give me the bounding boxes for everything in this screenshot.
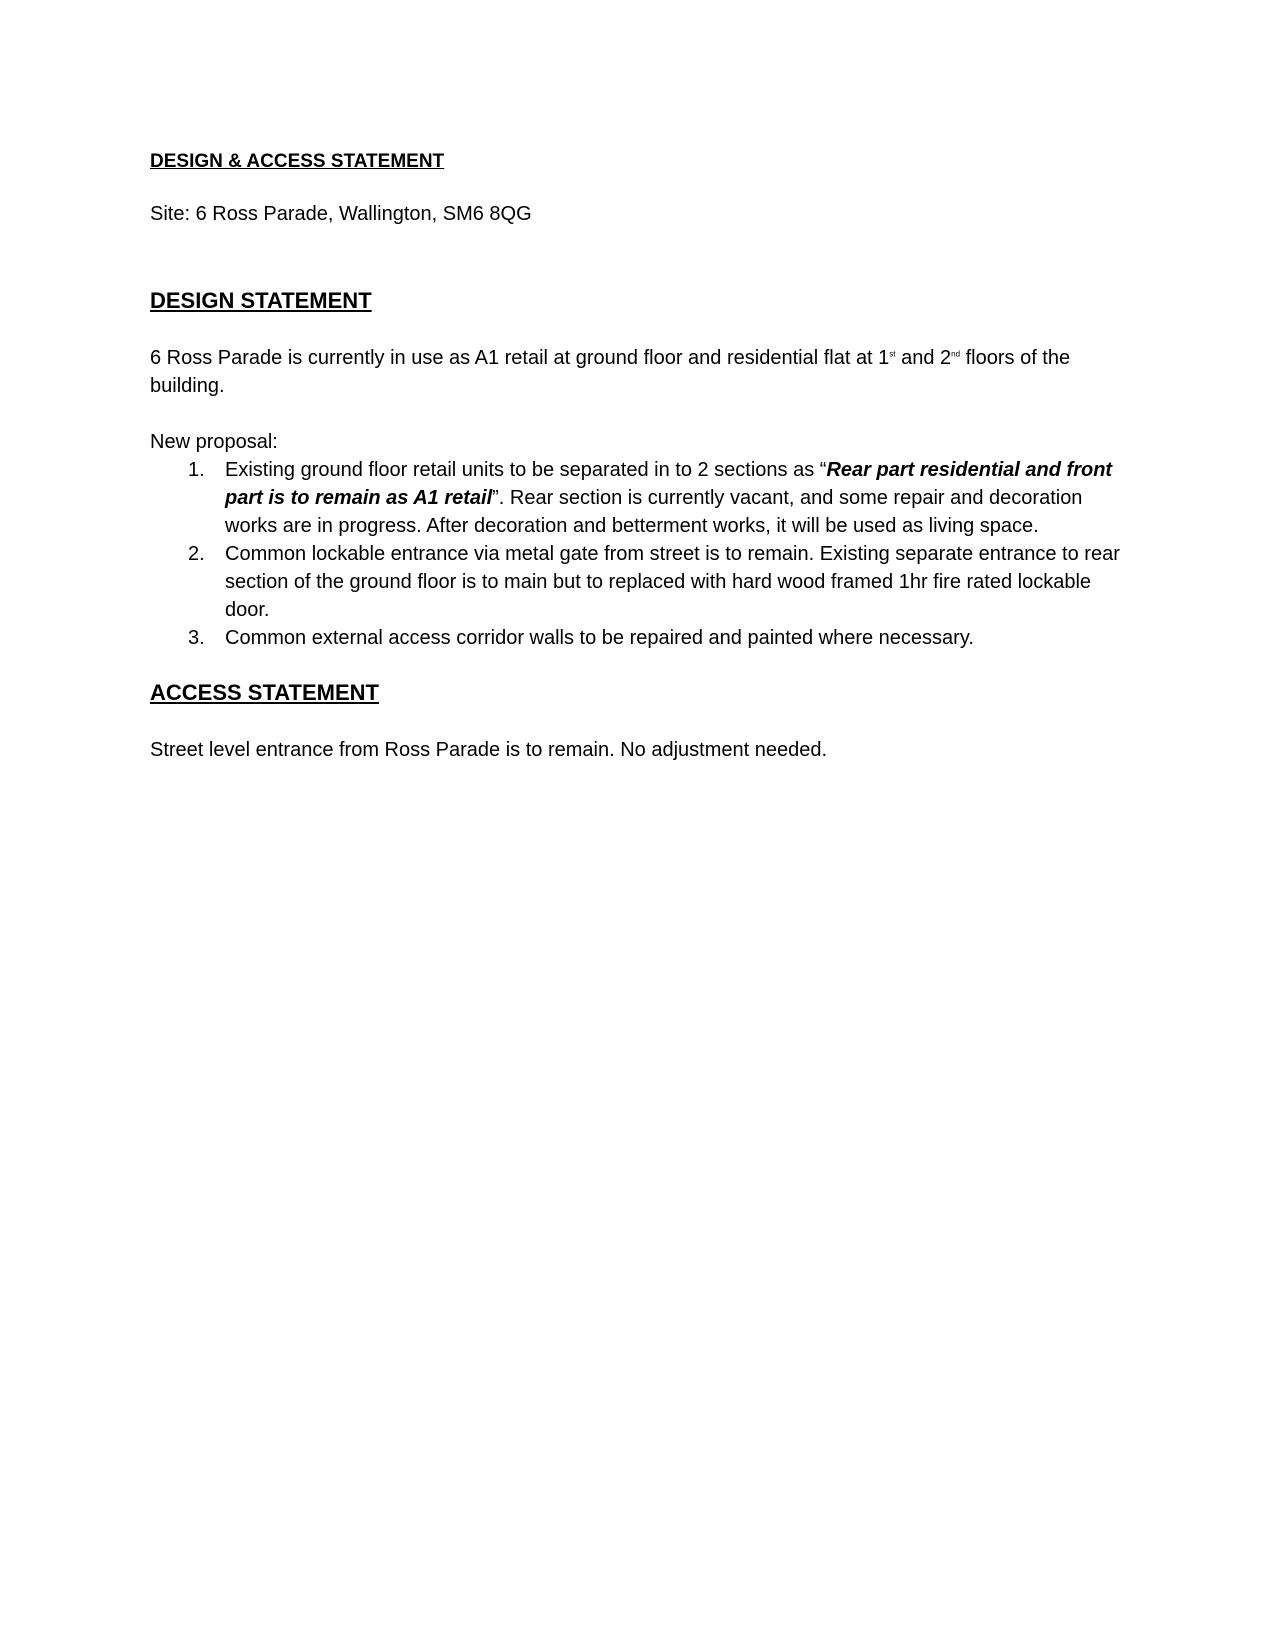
design-intro-paragraph <box>150 344 1130 400</box>
list-item-emphasis: Rear part residential and front part is to remain as A1 retail <box>225 459 1113 509</box>
access-statement-heading: ACCESS STATEMENT <box>150 680 379 705</box>
document-body <box>150 148 1130 764</box>
design-intro-text-2: and 2 <box>895 347 952 369</box>
list-item-text: Common external access corridor walls to be repaired and painted where necessary. <box>225 627 974 649</box>
list-item <box>150 540 1130 624</box>
list-item-text: ”. Rear section is currently vacant, and some repair and decoration works are in progress. After decoration and betterment works, it will be used as living space. <box>225 487 1083 537</box>
ordinal-nd: nd <box>951 349 961 359</box>
list-item-number: 1. <box>188 459 205 481</box>
site-address: Site: 6 Ross Parade, Wallington, SM6 8QG <box>150 203 532 225</box>
design-intro-text-3: floors of the building. <box>150 347 1071 397</box>
document-title: DESIGN & ACCESS STATEMENT <box>150 151 445 172</box>
list-item-number: 2. <box>188 543 205 565</box>
list-item-text: Existing ground floor retail units to be separated in to 2 sections as “ <box>225 459 827 481</box>
proposal-list <box>150 456 1130 652</box>
design-intro-text-1: 6 Ross Parade is currently in use as A1 retail at ground floor and residential flat at 1 <box>150 347 890 369</box>
new-proposal-label: New proposal: <box>150 431 278 453</box>
list-item <box>150 456 1130 540</box>
list-item-text: Common lockable entrance via metal gate from street is to remain. Existing separate entrance to rear section of the ground floor is to main but to replaced with hard wood framed 1hr fire rated lockable door. <box>225 543 1120 621</box>
list-item <box>150 624 1130 652</box>
access-paragraph: Street level entrance from Ross Parade is to remain. No adjustment needed. <box>150 739 828 761</box>
ordinal-st: st <box>889 349 896 359</box>
list-item-number: 3. <box>188 627 205 649</box>
design-statement-heading: DESIGN STATEMENT <box>150 288 372 313</box>
